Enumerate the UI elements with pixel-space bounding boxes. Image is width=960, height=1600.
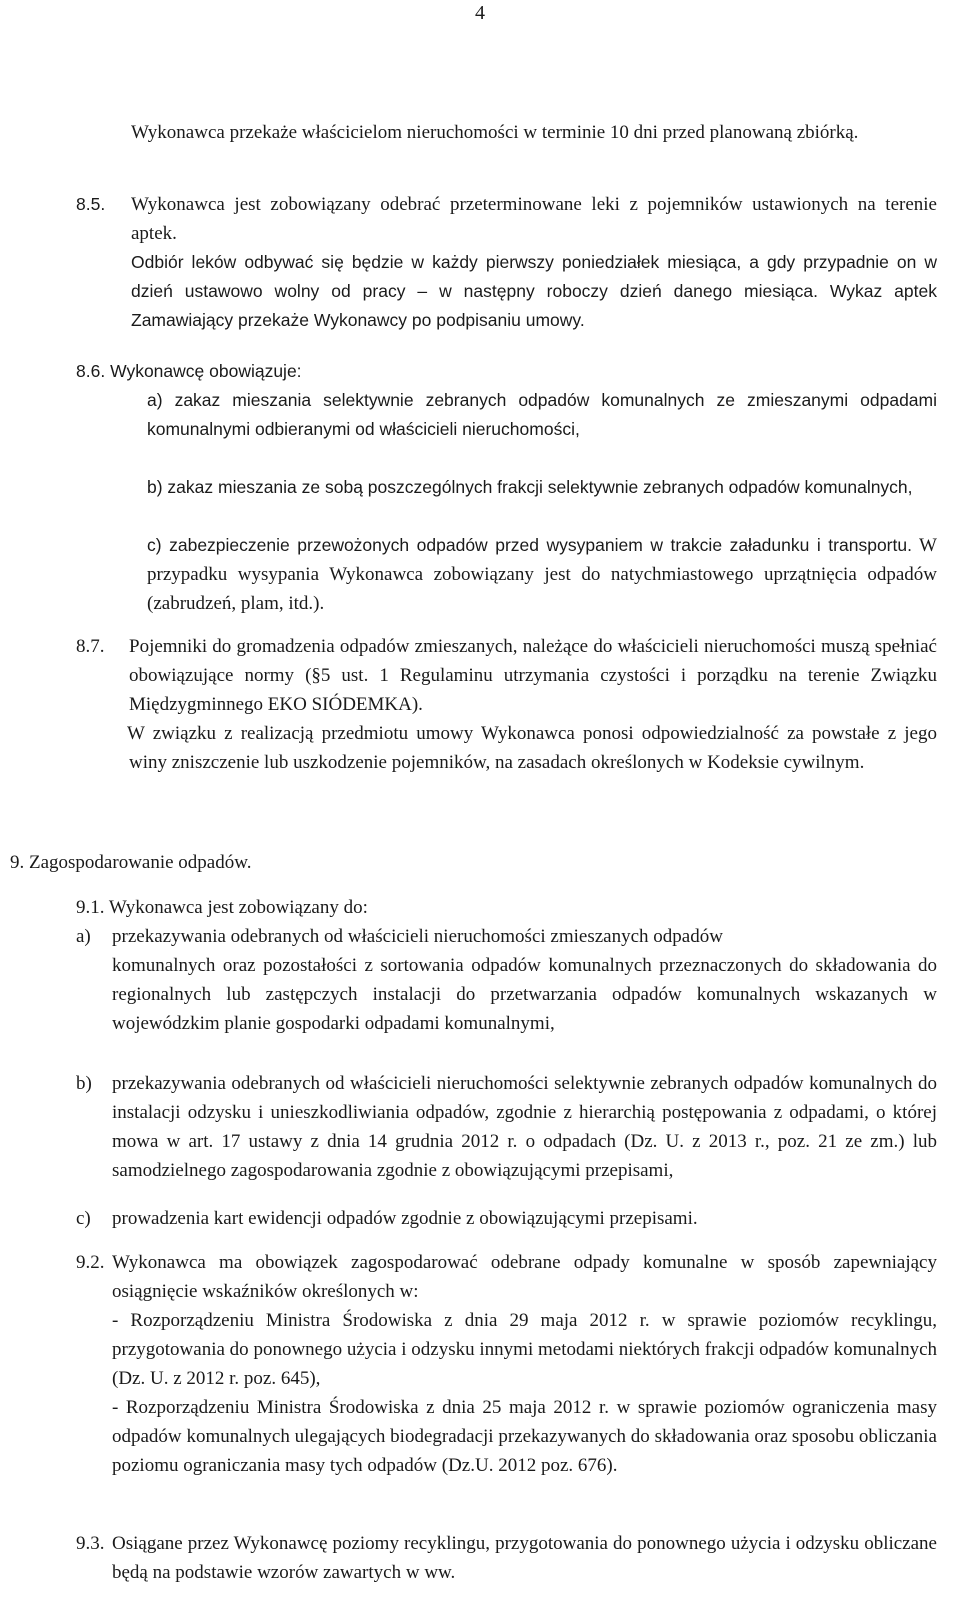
section-9-2-regulation-2: - Rozporządzeniu Ministra Środowiska z dnia 25 maja 2012 r. w sprawie poziomów ograniczenia masy odpadów komunalnych ulegających biodegradacji przekazywanych do składowania oraz sposobu obliczania poziomu ograniczania masy tych odpadów (Dz.U. 2012 poz. 676). (112, 1397, 937, 1476)
section-8-5-text-a: Wykonawca jest zobowiązany odebrać przeterminowane leki z pojemników ustawionych na terenie aptek. (131, 194, 937, 244)
section-8-6 (76, 357, 937, 386)
item-a-text: komunalnych oraz pozostałości z sortowania odpadów komunalnych przeznaczonych do składowania do regionalnych lub zastępczych instalacji do przetwarzania odpadów komunalnych wskazanych w wojewódzkim planie gospodarki odpadami komunalnymi, (112, 955, 937, 1034)
section-9-1-item-a (76, 922, 937, 1038)
section-8-6-item-c (147, 531, 937, 618)
section-8-5-text-b (131, 248, 937, 335)
section-9-1-lead: 9.1. Wykonawca jest zobowiązany do: (76, 897, 368, 918)
section-9-2-regulation-1: - Rozporządzeniu Ministra Środowiska z dnia 29 maja 2012 r. w sprawie poziomów recyklingu, przygotowania do ponownego użycia i odzysku innymi metodami niektórych frakcji odpadów komunalnych (Dz. U. z 2012 r. poz. 645), (112, 1310, 937, 1389)
page-number: 4 (475, 2, 485, 24)
section-9-2-text: Wykonawca ma obowiązek zagospodarować odebrane odpady komunalne w sposób zapewniający osiągnięcie wskaźników określonych w: (112, 1252, 937, 1302)
section-number: 9.2. (76, 1252, 105, 1273)
section-8-7-p2: W związku z realizacją przedmiotu umowy Wykonawca ponosi odpowiedzialność za powstałe z jego winy zniszczenie lub uszkodzenie pojemników, na zasadach określonych w Kodeksie cywilnym. (127, 723, 937, 773)
section-number: 8.7. (76, 636, 105, 657)
item-label: b) (76, 1073, 92, 1094)
section-8-5 (76, 190, 937, 248)
section-8-6-item-b: b) zakaz mieszania ze sobą poszczególnych frakcji selektywnie zebranych odpadów komunalnych, (147, 477, 913, 497)
item-label: c) (76, 1208, 91, 1229)
item-label: a) (76, 926, 91, 947)
item-c-text: prowadzenia kart ewidencji odpadów zgodnie z obowiązującymi przepisami. (112, 1208, 698, 1229)
section-number: 9.3. (76, 1533, 105, 1554)
section-9-3-text: Osiągane przez Wykonawcę poziomy recyklingu, przygotowania do ponownego użycia i odzysku obliczane będą na podstawie wzorów zawartych w ww. (112, 1533, 937, 1583)
section-9-1-item-c (76, 1204, 937, 1233)
paragraph-8-4-continuation: Wykonawca przekaże właścicielom nieruchomości w terminie 10 dni przed planowaną zbiórką. (131, 122, 859, 143)
item-c-text: c) zabezpieczenie przewożonych odpadów przed wysypaniem w trakcie załadunku i transportu. (147, 535, 912, 555)
section-8-6-item-a: a) zakaz mieszania selektywnie zebranych odpadów komunalnych ze zmieszanymi odpadami komunalnymi odbieranymi od właścicieli nieruchomości, (147, 390, 937, 439)
section-8-7-p1: Pojemniki do gromadzenia odpadów zmieszanych, należące do właścicieli nieruchomości muszą spełniać obowiązujące normy (§5 ust. 1 Regulaminu utrzymania czystości i porządku na terenie Związku Międzygminnego EKO SIÓDEMKA). (129, 636, 937, 715)
section-8-5-body: Odbiór leków odbywać się będzie w każdy pierwszy poniedziałek miesiąca, a gdy przypadnie on w dzień ustawowo wolny od pracy – w następny roboczy dzień danego miesiąca. Wykaz aptek Zamawiający przekaże Wykonawcy po podpisaniu umowy. (131, 252, 937, 330)
item-c-text-2: W przypadku wysypania Wykonawca zobowiązany jest do natychmiastowego uprzątnięcia odpadów (zabrudzeń, plam, itd.). (147, 535, 937, 614)
section-9-1-item-b (76, 1069, 937, 1185)
item-b-text: przekazywania odebranych od właścicieli nieruchomości selektywnie zebranych odpadów komunalnych do instalacji odzysku i unieszkodliwiania odpadów, zgodnie z hierarchią postępowania z odpadami, o której mowa w art. 17 ustawy z dnia 14 grudnia 2012 r. o odpadach (Dz. U. z 2013 r., poz. 21 ze zm.) lub samodzielnego zagospodarowania zgodnie z obowiązującymi przepisami, (112, 1073, 937, 1181)
section-8-6-lead: Wykonawcę obowiązuje: (110, 361, 302, 381)
section-9-heading: 9. Zagospodarowanie odpadów. (10, 852, 252, 873)
section-number: 8.5. (76, 194, 106, 214)
section-number: 8.6. (76, 361, 106, 381)
item-a-first-line: przekazywania odebranych od właścicieli nieruchomości zmieszanych odpadów (112, 926, 723, 947)
section-9-2 (76, 1248, 937, 1480)
section-8-7 (76, 632, 937, 777)
section-9-3 (76, 1529, 937, 1587)
